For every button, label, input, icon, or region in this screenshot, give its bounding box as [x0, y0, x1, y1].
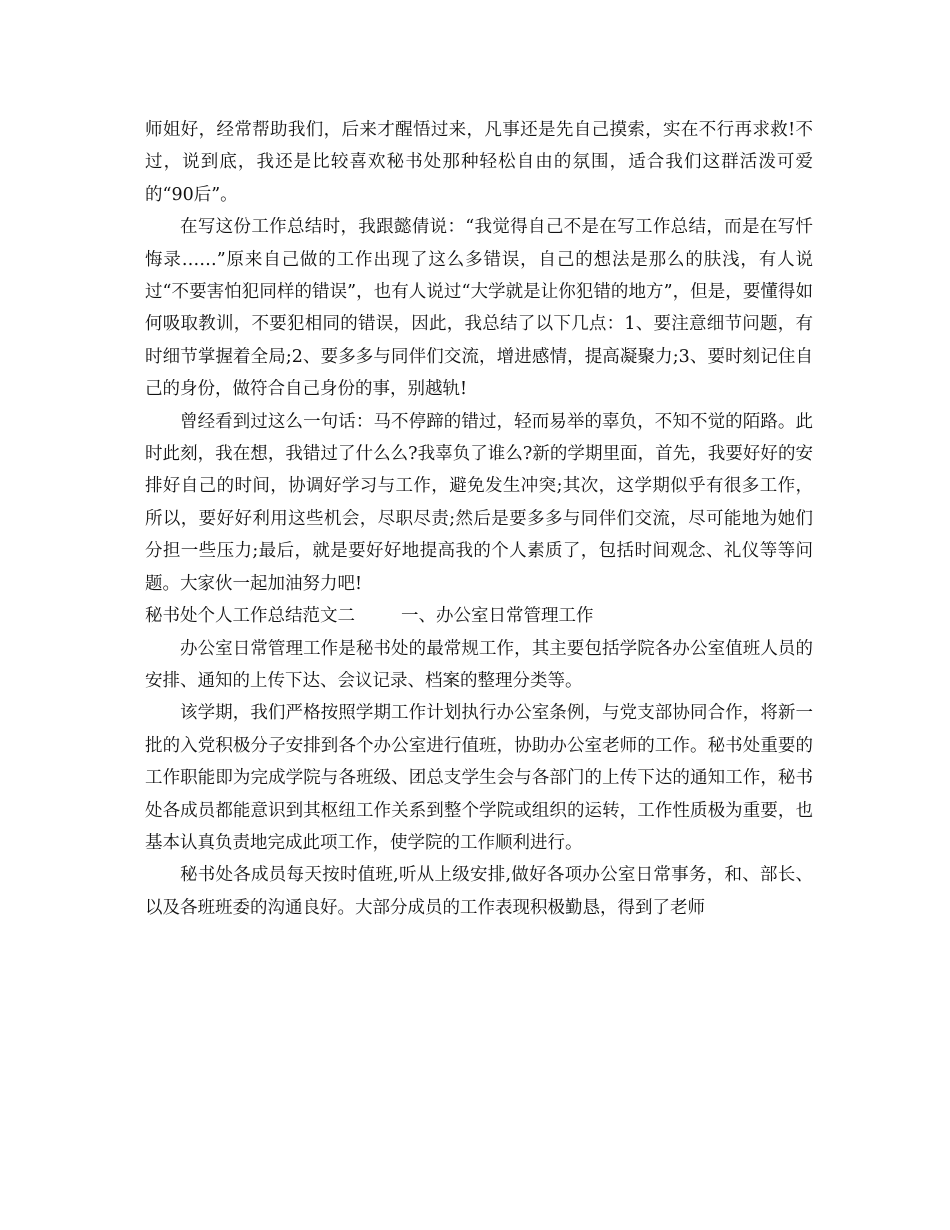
paragraph-5: 该学期，我们严格按照学期工作计划执行办公室条例，与党支部协同合作，将新一批的入党积极分子安排到各个办公室进行值班，协助办公室老师的工作。秘书处重要的工作职能即为完成学院与各班级、团总支学生会与各部门的上传下达的通知工作，秘书处各成员都能意识到其枢纽工作关系到整个学院或组织的运转，工作性质极为重要，也基本认真负责地完成此项工作，使学院的工作顺利进行。: [145, 703, 813, 853]
paragraph-2: 在写这份工作总结时，我跟懿倩说：“我觉得自己不是在写工作总结，而是在写忏悔录……”原来自己做的工作出现了这么多错误，自己的想法是那么的肤浅，有人说过“不要害怕犯同样的错误”，也有人说过“大学就是让你犯错的地方”，但是，要懂得如何吸取教训，不要犯相同的错误，因此，我总结了以下几点：1、要注意细节问题，有时细节掌握着全局;2、要多多与同伴们交流，增进感情，提高凝聚力;3、要时刻记住自己的身份，做符合自己身份的事，别越轨!: [145, 217, 813, 400]
heading-section: 一、办公室日常管理工作: [401, 606, 594, 627]
document-page: [145, 114, 813, 924]
section-heading: [145, 600, 813, 632]
heading-title: 秘书处个人工作总结范文二: [145, 606, 355, 627]
paragraph-6: 秘书处各成员每天按时值班,听从上级安排,做好各项办公室日常事务，和、部长、以及各班班委的沟通良好。大部分成员的工作表现积极勤恳，得到了老师: [145, 865, 813, 918]
paragraph-4: 办公室日常管理工作是秘书处的最常规工作，其主要包括学院各办公室值班人员的安排、通知的上传下达、会议记录、档案的整理分类等。: [145, 638, 813, 691]
paragraph-3: 曾经看到过这么一句话：马不停蹄的错过，轻而易举的辜负，不知不觉的陌路。此时此刻，我在想，我错过了什么么?我辜负了谁么?新的学期里面，首先，我要好好的安排好自己的时间，协调好学习与工作，避免发生冲突;其次，这学期似乎有很多工作，所以，要好好利用这些机会，尽职尽责;然后是要多多与同伴们交流，尽可能地为她们分担一些压力;最后，就是要好好地提高我的个人素质了，包括时间观念、礼仪等等问题。大家伙一起加油努力吧!: [145, 411, 813, 594]
paragraph-1: 师姐好，经常帮助我们，后来才醒悟过来，凡事还是先自己摸索，实在不行再求救!不过，说到底，我还是比较喜欢秘书处那种轻松自由的氛围，适合我们这群活泼可爱的“90后”。: [145, 120, 813, 205]
